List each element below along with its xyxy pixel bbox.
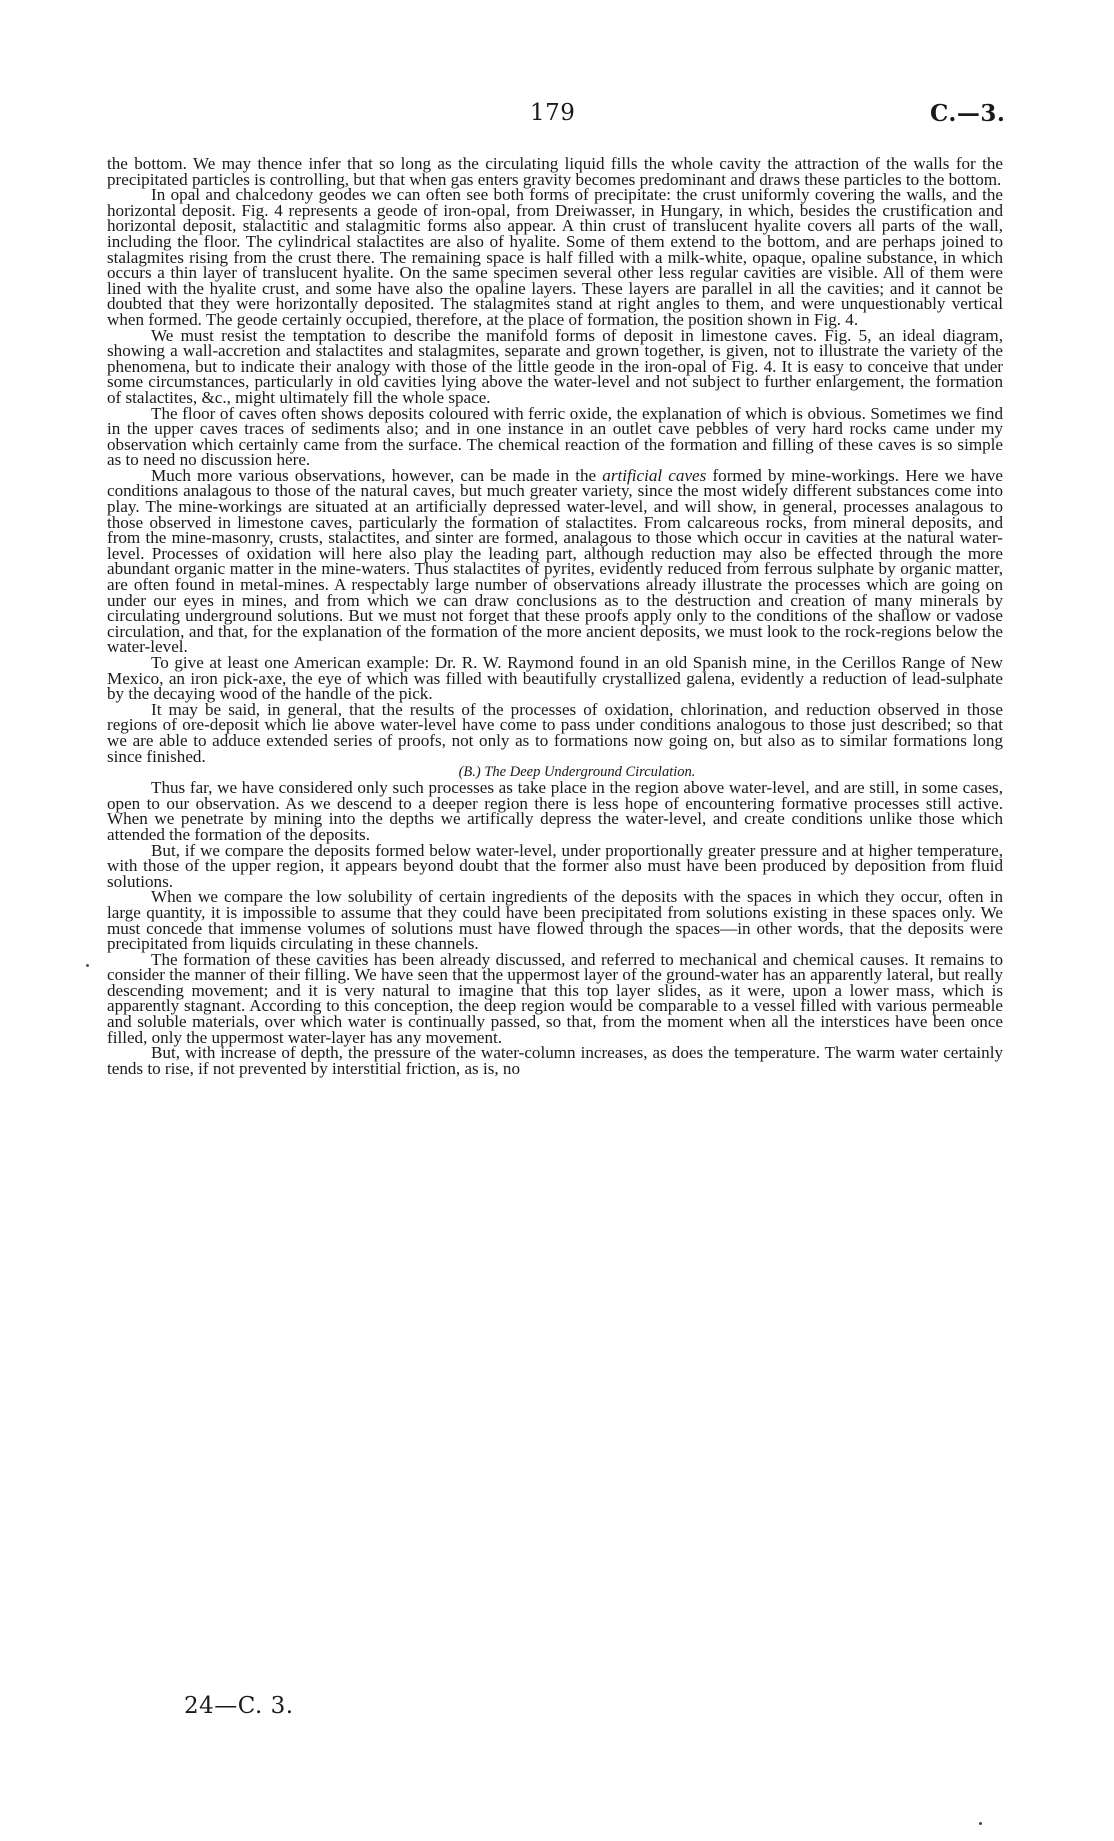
footer-signature: 24—C. 3. bbox=[184, 1693, 294, 1719]
document-code: C.—3. bbox=[930, 100, 1006, 127]
paragraph-compare-deposits: But, if we compare the deposits formed below water-level, under proportionally greater pressure and at higher temperature, with those of the upper region, it appears beyond doubt that the former also must have been produced by deposition from fluid solutions. bbox=[107, 840, 1003, 891]
section-heading-label: (B.) bbox=[458, 764, 481, 781]
paragraph-opal-geodes: In opal and chalcedony geodes we can often see both forms of precipitate: the crust uniformly covering the walls, and the horizontal deposit. Fig. 4 represents a geode of iron-opal, from Dreiwasser, in Hungary, in which, besides the crustification and horizontal deposit, stalactitic and stalagmitic forms also appear. A thin crust of translucent hyalite covers all parts of the wall, including the floor. The cylindrical stalactites are also of hyalite. Some of them extend to the bottom, and are perhaps joined to stalagmites rising from the crust there. The remaining space is half filled with a milk-white, opaque, opaline substance, in which occurs a thin layer of translucent hyalite. On the same specimen several other less regular cavities are visible. All of them were lined with the hyalite crust, and some have also the opaline layers. These layers are parallel in all the cavities; and it cannot be doubted that they were horizontally deposited. The stalagmites stand at right angles to them, and were unquestionably vertical when formed. The geode certainly occupied, therefore, at the place of formation, the position shown in Fig. 4. bbox=[107, 185, 1003, 329]
scan-speck bbox=[979, 1822, 982, 1825]
artificial-caves-after: formed by mine-workings. Here we have conditions analagous to those of the natural caves, but much greater variety, since the most widely different substances come into play. The mine-workings are situated at an artificially depressed water-level, and will show, in general, processes analagous to those observed in limestone caves, particularly the formation of stalactites. From calcareous rocks, from mineral deposits, and from the mine-masonry, crusts, stalactites, and sinter are formed, analagous to those which occur in cavities at the natural water-level. Processes of oxidation will here also play the leading part, although reduction may also be effected through the more abundant organic matter in the mine-waters. Thus stalactites of pyrites, evidently reduced from ferrous sulphate by organic matter, are often found in metal-mines. A respectably large number of observations already illustrate the processes which are going on under our eyes in mines, and from which we can draw conclusions as to the destruction and creation of many minerals by circulating underground solutions. But we must not forget that these proofs apply only to the conditions of the shallow or vadose circulation, and that, for the explanation of the formation of the more ancient deposits, we must look to the rock-regions below the water-level. bbox=[107, 465, 1003, 657]
body-text bbox=[107, 156, 1003, 1076]
paragraph-thus-far: Thus far, we have considered only such processes as take place in the region above water-level, and are still, in some cases, open to our observation. As we descend to a deeper region there is less hope of encountering formative processes still active. When we penetrate by mining into the depths we artifically depress the water-level, and create conditions unlike those which attended the formation of the deposits. bbox=[107, 778, 1003, 844]
paragraph-cave-floor: The floor of caves often shows deposits coloured with ferric oxide, the explanation of which is obvious. Sometimes we find in the upper caves traces of sediments also; and in one instance in an outlet cave pebbles of very hard rocks came under my observation which certainly came from the surface. The chemical reaction of the formation and filling of these caves is so simple as to need no discussion here. bbox=[107, 403, 1003, 470]
paragraph-solubility: When we compare the low solubility of certain ingredients of the deposits with the spaces in which they occur, often in large quantity, it is impossible to assume that they could have been precipitated from solutions existing in these spaces only. We must concede that immense volumes of solutions must have flowed through the spaces—in other words, that the deposits were precipitated from liquids circulating in these channels. bbox=[107, 887, 1003, 954]
paragraph-american-example: To give at least one American example: Dr. R. W. Raymond found in an old Spanish mine, in the Cerillos Range of New Mexico, an iron pick-axe, the eye of which was filled with beautifully crystallized galena, evidently a reduction of lead-sulphate by the decaying wood of the handle of the pick. bbox=[107, 653, 1003, 704]
paragraph-depth-pressure: But, with increase of depth, the pressure of the water-column increases, as does the temperature. The warm water certainly tends to rise, if not prevented by interstitial friction, as is, no bbox=[107, 1043, 1003, 1078]
paragraph-general-results: It may be said, in general, that the results of the processes of oxidation, chlorination, and reduction observed in those regions of ore-deposit which lie above water-level have come to pass under conditions analogous to those just described; so that we are able to adduce extended series of proofs, not only as to formations now going on, but also as to similar formations long since finished. bbox=[107, 699, 1003, 766]
section-heading-title: The Deep Underground Circulation. bbox=[484, 764, 696, 781]
paragraph-limestone-caves: We must resist the temptation to describe the manifold forms of deposit in limestone caves. Fig. 5, an ideal diagram, showing a wall-accretion and stalactites and stalagmites, separate and grown together, is given, not to illustrate the variety of the phenomena, but to indicate their analogy with those of the little geode in the iron-opal of Fig. 4. It is easy to conceive that under some circumstances, particularly in old cavities lying above the water-level and not subject to further enlargement, the formation of stalactites, &c., might ultimately fill the whole space. bbox=[107, 325, 1003, 407]
paragraph-continuation: the bottom. We may thence infer that so long as the circulating liquid fills the whole cavity the attraction of the walls for the precipitated particles is controlling, but that when gas enters gravity becomes predominant and draws these particles to the bottom. bbox=[107, 154, 1003, 189]
paragraph-artificial-caves bbox=[107, 465, 1003, 657]
margin-mark bbox=[86, 964, 89, 967]
artificial-caves-emphasis: artificial caves bbox=[602, 465, 707, 485]
artificial-caves-before: Much more various observations, however, can be made in the bbox=[151, 465, 597, 485]
page-number: 179 bbox=[530, 100, 576, 126]
paragraph-cavity-formation: The formation of these cavities has been already discussed, and referred to mechanical and chemical causes. It remains to consider the manner of their filling. We have seen that the uppermost layer of the ground-water has an apparently lateral, but really descending movement; and it is very natural to imagine that this top layer slides, as it were, upon a lower mass, which is apparently stagnant. According to this conception, the deep region would be comparable to a vessel filled with various permeable and soluble materials, over which water is continually passed, so that, from the moment when all the interstices have been once filled, only the uppermost water-layer has any movement. bbox=[107, 949, 1003, 1047]
